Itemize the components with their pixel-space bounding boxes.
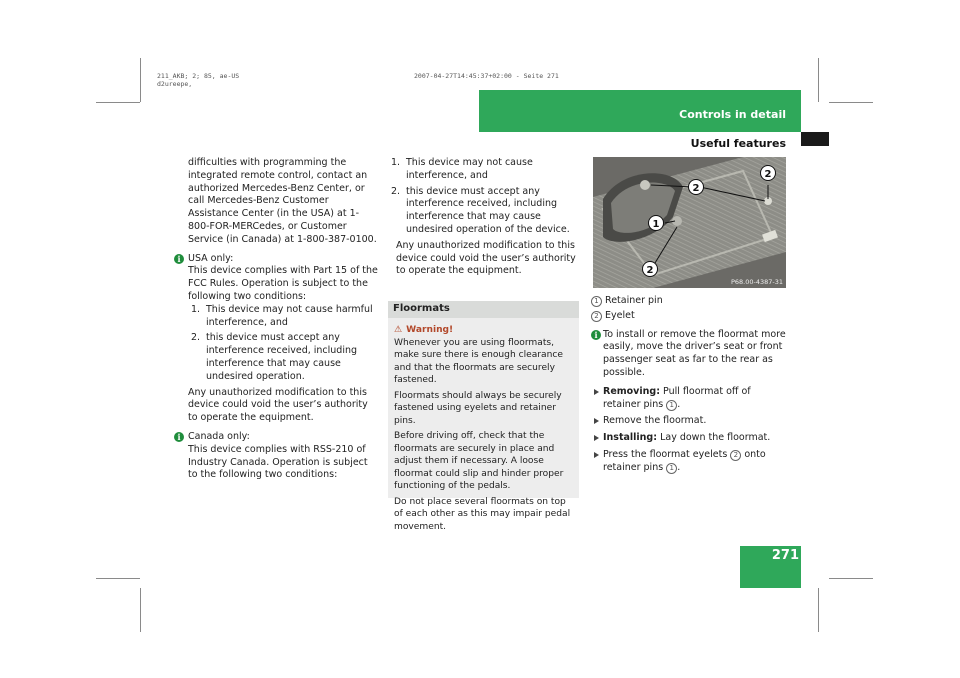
page-number-box xyxy=(740,546,801,588)
canada-text: This device complies with RSS-210 of Industry Canada. Operation is subject to the following two conditions: xyxy=(188,443,368,481)
warning-paragraph: Whenever you are using floormats, make sure there is enough clearance and that the floormats are securely fastened. xyxy=(394,337,563,385)
callout-1 xyxy=(649,216,664,231)
floormats-title: Floormats xyxy=(393,303,450,314)
svg-text:2: 2 xyxy=(646,265,654,276)
crop-mark xyxy=(818,588,819,632)
crop-mark xyxy=(818,58,819,102)
header-tab xyxy=(801,132,829,146)
print-meta-left xyxy=(157,72,239,88)
floormat-photo xyxy=(593,157,786,288)
col2-footer: Any unauthorized modification to this device could void the user’s authority to operate the equipment. xyxy=(396,239,576,277)
warning-paragraph: Before driving off, check that the floormats are securely in place and adjust them if necessary. A loose floormat could slip and hinder proper functioning of the pedals. xyxy=(394,431,564,491)
column-3 xyxy=(591,295,791,479)
subsection-title: Useful features xyxy=(690,137,786,150)
info-text: To install or remove the floormat more easily, move the driver’s seat or front passenger seat as far to the rear as possible. xyxy=(603,328,786,378)
column-1 xyxy=(177,157,378,482)
crop-mark xyxy=(140,588,141,632)
canada-heading: Canada only: xyxy=(188,430,250,442)
section-title: Controls in detail xyxy=(679,108,786,121)
legend-item: 2 Eyelet xyxy=(591,310,791,323)
print-meta-line2: d2ureepe, xyxy=(157,80,193,88)
list-item: 1. This device may not cause interference, and xyxy=(391,157,533,181)
crop-mark xyxy=(140,58,141,102)
usa-text: This device complies with Part 15 of the FCC Rules. Operation is subject to the following two conditions: xyxy=(188,265,378,302)
callout-2-right xyxy=(761,166,776,181)
floormat-illustration xyxy=(593,157,786,288)
usa-heading: USA only: xyxy=(188,252,234,264)
step: Removing: Pull floormat off of retainer pins 1 . xyxy=(594,386,791,412)
info-icon: i xyxy=(174,432,184,442)
warning-box xyxy=(388,318,579,532)
step: Press the floormat eyelets 2 onto retainer pins 1 . xyxy=(594,449,791,475)
crop-mark xyxy=(96,578,140,579)
image-code: P68.00-4387-31 xyxy=(730,278,783,286)
crop-mark xyxy=(96,102,140,103)
svg-text:1: 1 xyxy=(652,219,660,230)
warning-icon: ⚠ xyxy=(394,325,403,335)
step: Remove the floormat. xyxy=(594,415,791,428)
list-item: 2. this device must accept any interference received, including interference that may cause undesired operation of the device. xyxy=(391,185,570,235)
info-icon: i xyxy=(174,254,184,264)
column-2 xyxy=(391,157,582,278)
svg-text:2: 2 xyxy=(692,183,700,194)
conditions-list xyxy=(388,157,582,237)
crop-mark xyxy=(829,102,873,103)
warning-paragraph: Floormats should always be securely fastened using eyelets and retainer pins. xyxy=(394,390,562,426)
info-icon: i xyxy=(591,330,601,340)
print-meta-timestamp: 2007-04-27T14:45:37+02:00 - Seite 271 xyxy=(414,72,559,80)
legend-item: 1 Retainer pin xyxy=(591,295,791,308)
crop-mark xyxy=(829,578,873,579)
page-number: 271 xyxy=(771,548,799,563)
warning-paragraph: Do not place several floormats on top of each other as this may impair pedal movement. xyxy=(394,496,571,532)
list-item: 1. This device may not cause harmful interference, and xyxy=(191,303,373,328)
usa-footer: Any unauthorized modification to this device could void the user’s authority to operate the equipment. xyxy=(188,386,368,424)
warning-heading: ⚠ Warning! xyxy=(394,325,454,335)
callout-2-top xyxy=(689,180,704,195)
callout-2-bottom xyxy=(643,262,658,277)
usa-conditions xyxy=(188,304,378,384)
intro-text: difficulties with programming the integrated remote control, contact an authorized Mercedes-Benz Center, or call Mercedes-Benz Customer Assistance Center (in the USA) at 1-800-FOR-MERCedes, or Customer Service (in Canada) at 1-800-387-0100. xyxy=(188,157,377,245)
print-meta-line1: 211_AKB; 2; 85, ae-US xyxy=(157,72,240,80)
floormats-heading-bar xyxy=(388,301,579,318)
svg-text:2: 2 xyxy=(764,169,772,180)
list-item: 2. this device must accept any interference received, including interference that may cause undesired operation. xyxy=(191,332,358,382)
step: Installing: Lay down the floormat. xyxy=(594,432,791,445)
